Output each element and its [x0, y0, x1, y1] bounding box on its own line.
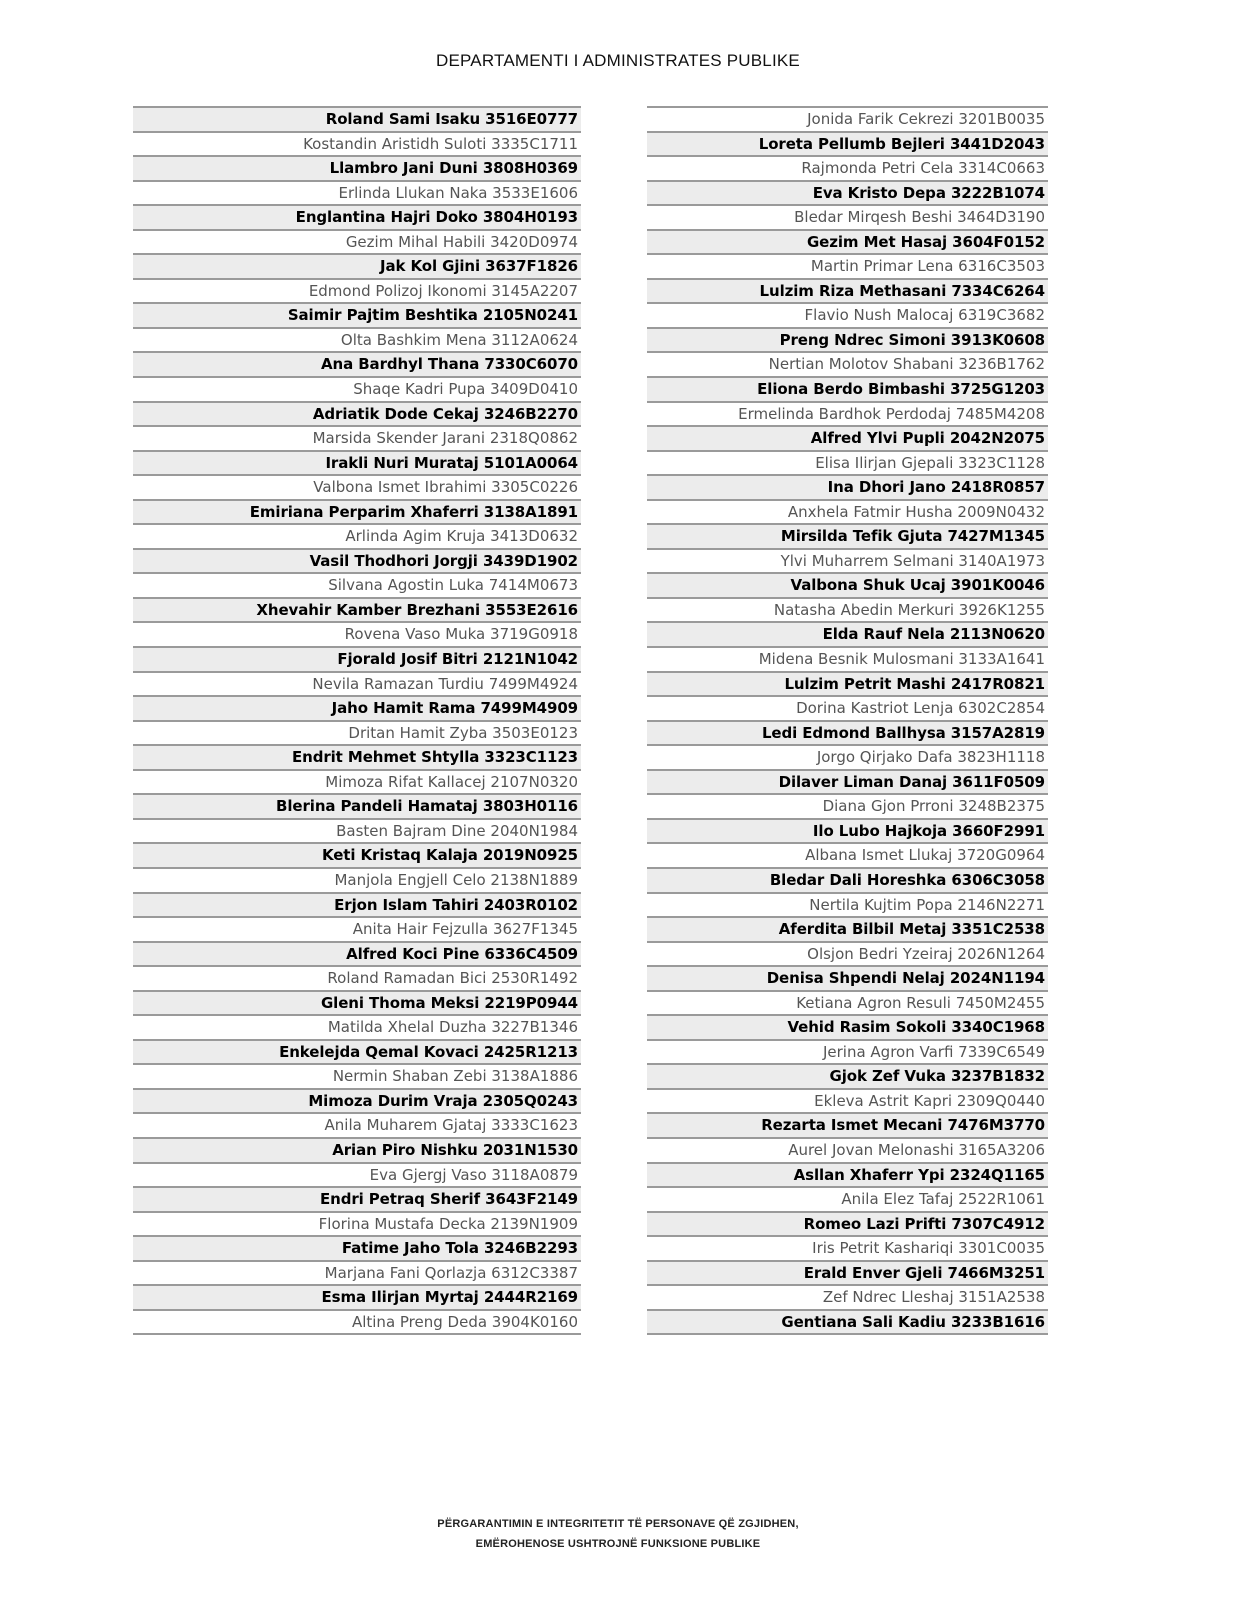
- list-item: Anxhela Fatmir Husha 2009N0432: [647, 501, 1048, 526]
- list-item: Endrit Mehmet Shtylla 3323C1123: [133, 746, 581, 771]
- list-item: Bledar Mirqesh Beshi 3464D3190: [647, 206, 1048, 231]
- right-name-list: [647, 106, 1048, 1335]
- list-item: Nermin Shaban Zebi 3138A1886: [133, 1065, 581, 1090]
- list-item: Marsida Skender Jarani 2318Q0862: [133, 427, 581, 452]
- list-item: Dorina Kastriot Lenja 6302C2854: [647, 697, 1048, 722]
- list-item: Vasil Thodhori Jorgji 3439D1902: [133, 550, 581, 575]
- list-item: Dritan Hamit Zyba 3503E0123: [133, 722, 581, 747]
- list-item: Diana Gjon Prroni 3248B2375: [647, 795, 1048, 820]
- list-item: Erjon Islam Tahiri 2403R0102: [133, 894, 581, 919]
- list-item: Alfred Koci Pine 6336C4509: [133, 943, 581, 968]
- list-item: Enkelejda Qemal Kovaci 2425R1213: [133, 1041, 581, 1066]
- list-item: Nertila Kujtim Popa 2146N2271: [647, 894, 1048, 919]
- list-item: Emiriana Perparim Xhaferri 3138A1891: [133, 501, 581, 526]
- list-item: Florina Mustafa Decka 2139N1909: [133, 1213, 581, 1238]
- list-item: Edmond Polizoj Ikonomi 3145A2207: [133, 280, 581, 305]
- list-item: Anila Elez Tafaj 2522R1061: [647, 1188, 1048, 1213]
- list-item: Mirsilda Tefik Gjuta 7427M1345: [647, 525, 1048, 550]
- list-item: Lulzim Riza Methasani 7334C6264: [647, 280, 1048, 305]
- list-item: Gjok Zef Vuka 3237B1832: [647, 1065, 1048, 1090]
- list-item: Keti Kristaq Kalaja 2019N0925: [133, 844, 581, 869]
- list-item: Matilda Xhelal Duzha 3227B1346: [133, 1016, 581, 1041]
- list-item: Martin Primar Lena 6316C3503: [647, 255, 1048, 280]
- list-item: Anila Muharem Gjataj 3333C1623: [133, 1114, 581, 1139]
- list-item: Aurel Jovan Melonashi 3165A3206: [647, 1139, 1048, 1164]
- list-item: Jaho Hamit Rama 7499M4909: [133, 697, 581, 722]
- list-item: Llambro Jani Duni 3808H0369: [133, 157, 581, 182]
- list-item: Saimir Pajtim Beshtika 2105N0241: [133, 304, 581, 329]
- list-item: Ketiana Agron Resuli 7450M2455: [647, 992, 1048, 1017]
- list-item: Shaqe Kadri Pupa 3409D0410: [133, 378, 581, 403]
- list-item: Romeo Lazi Prifti 7307C4912: [647, 1213, 1048, 1238]
- list-item: Rajmonda Petri Cela 3314C0663: [647, 157, 1048, 182]
- list-item: Irakli Nuri Murataj 5101A0064: [133, 452, 581, 477]
- list-item: Marjana Fani Qorlazja 6312C3387: [133, 1262, 581, 1287]
- list-item: Nertian Molotov Shabani 3236B1762: [647, 353, 1048, 378]
- list-item: Vehid Rasim Sokoli 3340C1968: [647, 1016, 1048, 1041]
- list-item: Olta Bashkim Mena 3112A0624: [133, 329, 581, 354]
- list-item: Nevila Ramazan Turdiu 7499M4924: [133, 673, 581, 698]
- list-item: Zef Ndrec Lleshaj 3151A2538: [647, 1286, 1048, 1311]
- list-item: Fatime Jaho Tola 3246B2293: [133, 1237, 581, 1262]
- list-item: Roland Ramadan Bici 2530R1492: [133, 967, 581, 992]
- list-item: Ylvi Muharrem Selmani 3140A1973: [647, 550, 1048, 575]
- list-item: Albana Ismet Llukaj 3720G0964: [647, 844, 1048, 869]
- list-item: Natasha Abedin Merkuri 3926K1255: [647, 599, 1048, 624]
- list-item: Eliona Berdo Bimbashi 3725G1203: [647, 378, 1048, 403]
- list-item: Valbona Ismet Ibrahimi 3305C0226: [133, 476, 581, 501]
- list-item: Jonida Farik Cekrezi 3201B0035: [647, 108, 1048, 133]
- list-item: Blerina Pandeli Hamataj 3803H0116: [133, 795, 581, 820]
- list-item: Iris Petrit Kashariqi 3301C0035: [647, 1237, 1048, 1262]
- list-item: Preng Ndrec Simoni 3913K0608: [647, 329, 1048, 354]
- list-item: Basten Bajram Dine 2040N1984: [133, 820, 581, 845]
- list-item: Alfred Ylvi Pupli 2042N2075: [647, 427, 1048, 452]
- list-item: Fjorald Josif Bitri 2121N1042: [133, 648, 581, 673]
- list-item: Bledar Dali Horeshka 6306C3058: [647, 869, 1048, 894]
- list-item: Gezim Mihal Habili 3420D0974: [133, 231, 581, 256]
- list-item: Lulzim Petrit Mashi 2417R0821: [647, 673, 1048, 698]
- list-item: Rezarta Ismet Mecani 7476M3770: [647, 1114, 1048, 1139]
- list-item: Adriatik Dode Cekaj 3246B2270: [133, 403, 581, 428]
- list-item: Ilo Lubo Hajkoja 3660F2991: [647, 820, 1048, 845]
- list-item: Rovena Vaso Muka 3719G0918: [133, 623, 581, 648]
- list-item: Gentiana Sali Kadiu 3233B1616: [647, 1311, 1048, 1336]
- footer-line-1: PËRGARANTIMIN E INTEGRITETIT TË PERSONAVE QË ZGJIDHEN,: [437, 1518, 799, 1530]
- list-item: Dilaver Liman Danaj 3611F0509: [647, 771, 1048, 796]
- list-item: Mimoza Rifat Kallacej 2107N0320: [133, 771, 581, 796]
- list-item: Silvana Agostin Luka 7414M0673: [133, 574, 581, 599]
- list-item: Xhevahir Kamber Brezhani 3553E2616: [133, 599, 581, 624]
- list-item: Asllan Xhaferr Ypi 2324Q1165: [647, 1164, 1048, 1189]
- list-item: Midena Besnik Mulosmani 3133A1641: [647, 648, 1048, 673]
- list-item: Esma Ilirjan Myrtaj 2444R2169: [133, 1286, 581, 1311]
- list-item: Aferdita Bilbil Metaj 3351C2538: [647, 918, 1048, 943]
- list-item: Endri Petraq Sherif 3643F2149: [133, 1188, 581, 1213]
- list-item: Jak Kol Gjini 3637F1826: [133, 255, 581, 280]
- footer-line-2: EMËROHENOSE USHTROJNË FUNKSIONE PUBLIKE: [475, 1538, 761, 1550]
- page-title: DEPARTAMENTI I ADMINISTRATES PUBLIKE: [436, 51, 800, 70]
- list-item: Arlinda Agim Kruja 3413D0632: [133, 525, 581, 550]
- list-item: Olsjon Bedri Yzeiraj 2026N1264: [647, 943, 1048, 968]
- list-item: Valbona Shuk Ucaj 3901K0046: [647, 574, 1048, 599]
- list-item: Jerina Agron Varfi 7339C6549: [647, 1041, 1048, 1066]
- list-item: Eva Kristo Depa 3222B1074: [647, 182, 1048, 207]
- list-item: Manjola Engjell Celo 2138N1889: [133, 869, 581, 894]
- list-item: Englantina Hajri Doko 3804H0193: [133, 206, 581, 231]
- list-item: Gezim Met Hasaj 3604F0152: [647, 231, 1048, 256]
- list-item: Ana Bardhyl Thana 7330C6070: [133, 353, 581, 378]
- list-item: Ekleva Astrit Kapri 2309Q0440: [647, 1090, 1048, 1115]
- list-item: Ledi Edmond Ballhysa 3157A2819: [647, 722, 1048, 747]
- list-item: Denisa Shpendi Nelaj 2024N1194: [647, 967, 1048, 992]
- left-name-list: [133, 106, 581, 1335]
- list-item: Mimoza Durim Vraja 2305Q0243: [133, 1090, 581, 1115]
- list-item: Elda Rauf Nela 2113N0620: [647, 623, 1048, 648]
- list-item: Anita Hair Fejzulla 3627F1345: [133, 918, 581, 943]
- list-item: Erlinda Llukan Naka 3533E1606: [133, 182, 581, 207]
- list-item: Ina Dhori Jano 2418R0857: [647, 476, 1048, 501]
- list-item: Gleni Thoma Meksi 2219P0944: [133, 992, 581, 1017]
- list-item: Arian Piro Nishku 2031N1530: [133, 1139, 581, 1164]
- list-item: Kostandin Aristidh Suloti 3335C1711: [133, 133, 581, 158]
- list-item: Eva Gjergj Vaso 3118A0879: [133, 1164, 581, 1189]
- list-item: Loreta Pellumb Bejleri 3441D2043: [647, 133, 1048, 158]
- list-item: Erald Enver Gjeli 7466M3251: [647, 1262, 1048, 1287]
- list-item: Elisa Ilirjan Gjepali 3323C1128: [647, 452, 1048, 477]
- document-footer: [0, 1514, 1236, 1554]
- list-item: Altina Preng Deda 3904K0160: [133, 1311, 581, 1336]
- list-item: Flavio Nush Malocaj 6319C3682: [647, 304, 1048, 329]
- list-item: Ermelinda Bardhok Perdodaj 7485M4208: [647, 403, 1048, 428]
- list-item: Roland Sami Isaku 3516E0777: [133, 108, 581, 133]
- list-item: Jorgo Qirjako Dafa 3823H1118: [647, 746, 1048, 771]
